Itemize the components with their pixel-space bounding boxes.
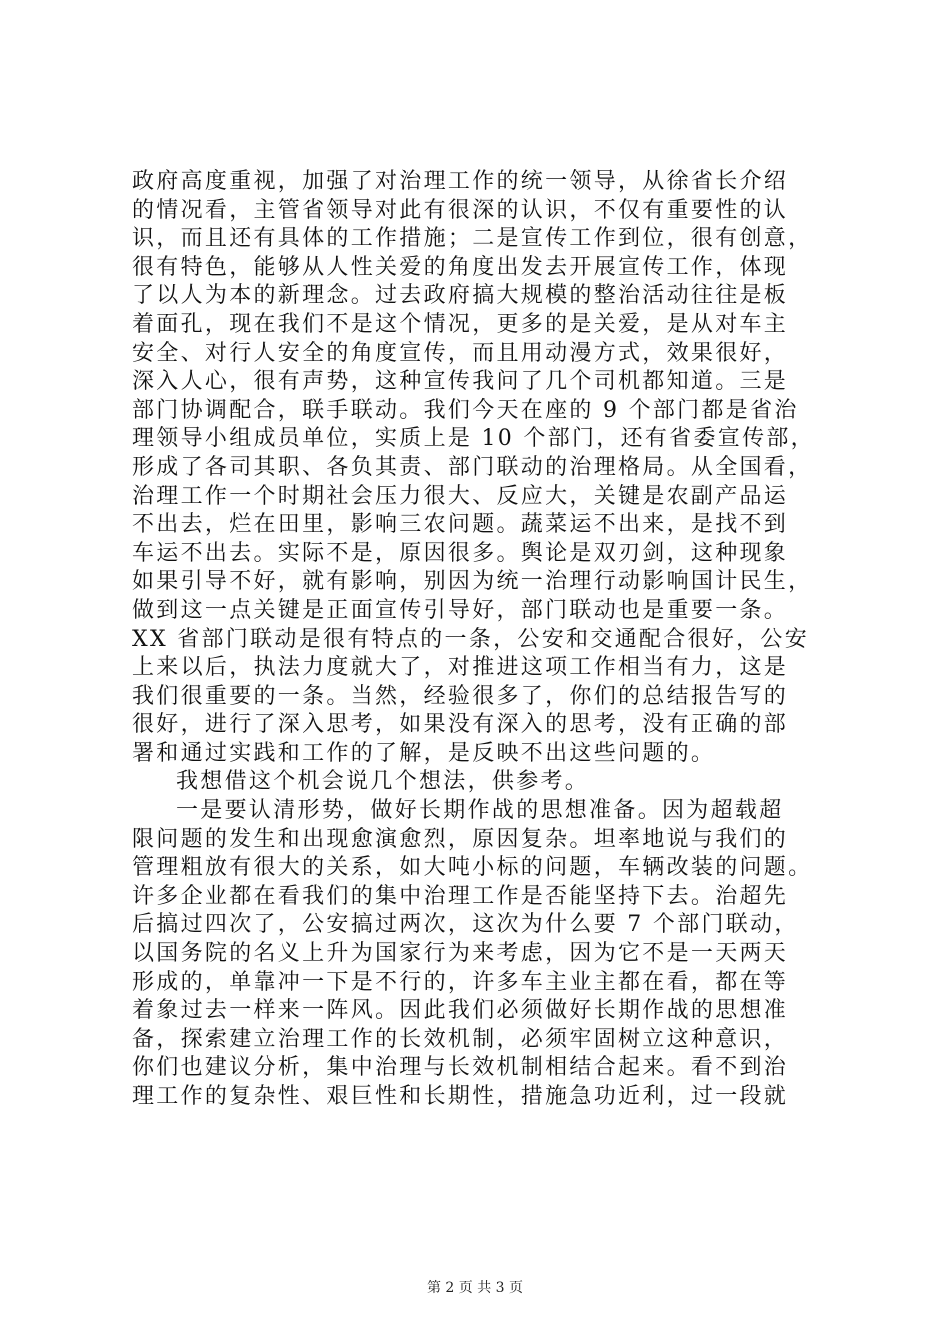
text-line: 署和通过实践和工作的了解，是反映不出这些问题的。	[132, 740, 716, 766]
text-line: 我们很重要的一条。当然，经验很多了，你们的总结报告写的	[132, 683, 789, 709]
text-line: 形成的，单靠冲一下是不行的，许多车主业主都在看，都在等	[132, 969, 789, 995]
paragraph-first-line: 一是要认清形势，做好长期作战的思想准备。因为超载超	[176, 798, 784, 824]
text-line: XX 省部门联动是很有特点的一条，公安和交通配合很好，公安	[132, 626, 810, 652]
text-line: 政府高度重视，加强了对治理工作的统一领导，从徐省长介绍	[132, 169, 789, 194]
text-line: 形成了各司其职、各负其责、部门联动的治理格局。从全国看，	[132, 454, 813, 480]
text-line: 深入人心，很有声势，这种宣传我问了几个司机都知道。三是	[132, 369, 789, 395]
text-line: 不出去，烂在田里，影响三农问题。蔬菜运不出来，是找不到	[132, 512, 789, 538]
text-line: 备，探索建立治理工作的长效机制，必须牢固树立这种意识，	[132, 1026, 789, 1052]
text-line: 着面孔，现在我们不是这个情况，更多的是关爱，是从对车主	[132, 311, 789, 337]
text-line: 你们也建议分析，集中治理与长效机制相结合起来。看不到治	[132, 1055, 789, 1081]
text-line: 上来以后，执法力度就大了，对推进这项工作相当有力，这是	[132, 655, 789, 681]
text-line: 理领导小组成员单位，实质上是 10 个部门，还有省委宣传部，	[132, 426, 815, 452]
text-line: 治理工作一个时期社会压力很大、反应大，关键是农副产品运	[132, 483, 789, 509]
text-line: 许多企业都在看我们的集中治理工作是否能坚持下去。治超先	[132, 883, 789, 909]
text-line: 安全、对行人安全的角度宣传，而且用动漫方式，效果很好，	[132, 340, 789, 366]
text-line: 管理粗放有很大的关系，如大吨小标的问题，车辆改装的问题。	[132, 855, 813, 881]
page-number-footer: 第 2 页 共 3 页	[426, 1280, 524, 1296]
paragraph-first-line: 我想借这个机会说几个想法，供参考。	[176, 769, 590, 795]
text-line: 部门协调配合，联手联动。我们今天在座的 9 个部门都是省治	[132, 397, 799, 423]
text-line: 如果引导不好，就有影响，别因为统一治理行动影响国计民生，	[132, 569, 813, 595]
text-line: 识，而且还有具体的工作措施；二是宣传工作到位，很有创意，	[132, 226, 813, 252]
text-line: 以国务院的名义上升为国家行为来考虑，因为它不是一天两天	[132, 941, 789, 967]
text-line: 车运不出去。实际不是，原因很多。舆论是双刃剑，这种现象	[132, 540, 789, 566]
text-line: 理工作的复杂性、艰巨性和长期性，措施急功近利，过一段就	[132, 1084, 789, 1109]
document-body	[132, 168, 822, 1112]
text-line: 了以人为本的新理念。过去政府搞大规模的整治活动往往是板	[132, 283, 789, 309]
text-line: 做到这一点关键是正面宣传引导好，部门联动也是重要一条。	[132, 597, 789, 623]
text-line: 很有特色，能够从人性关爱的角度出发去开展宣传工作，体现	[132, 254, 789, 280]
text-line: 的情况看，主管省领导对此有很深的认识，不仅有重要性的认	[132, 197, 789, 223]
text-line: 很好，进行了深入思考，如果没有深入的思考，没有正确的部	[132, 712, 789, 738]
text-line: 限问题的发生和出现愈演愈烈，原因复杂。坦率地说与我们的	[132, 826, 789, 852]
text-line: 后搞过四次了，公安搞过两次，这次为什么要 7 个部门联动，	[132, 912, 799, 938]
text-line: 着象过去一样来一阵风。因此我们必须做好长期作战的思想准	[132, 998, 789, 1024]
